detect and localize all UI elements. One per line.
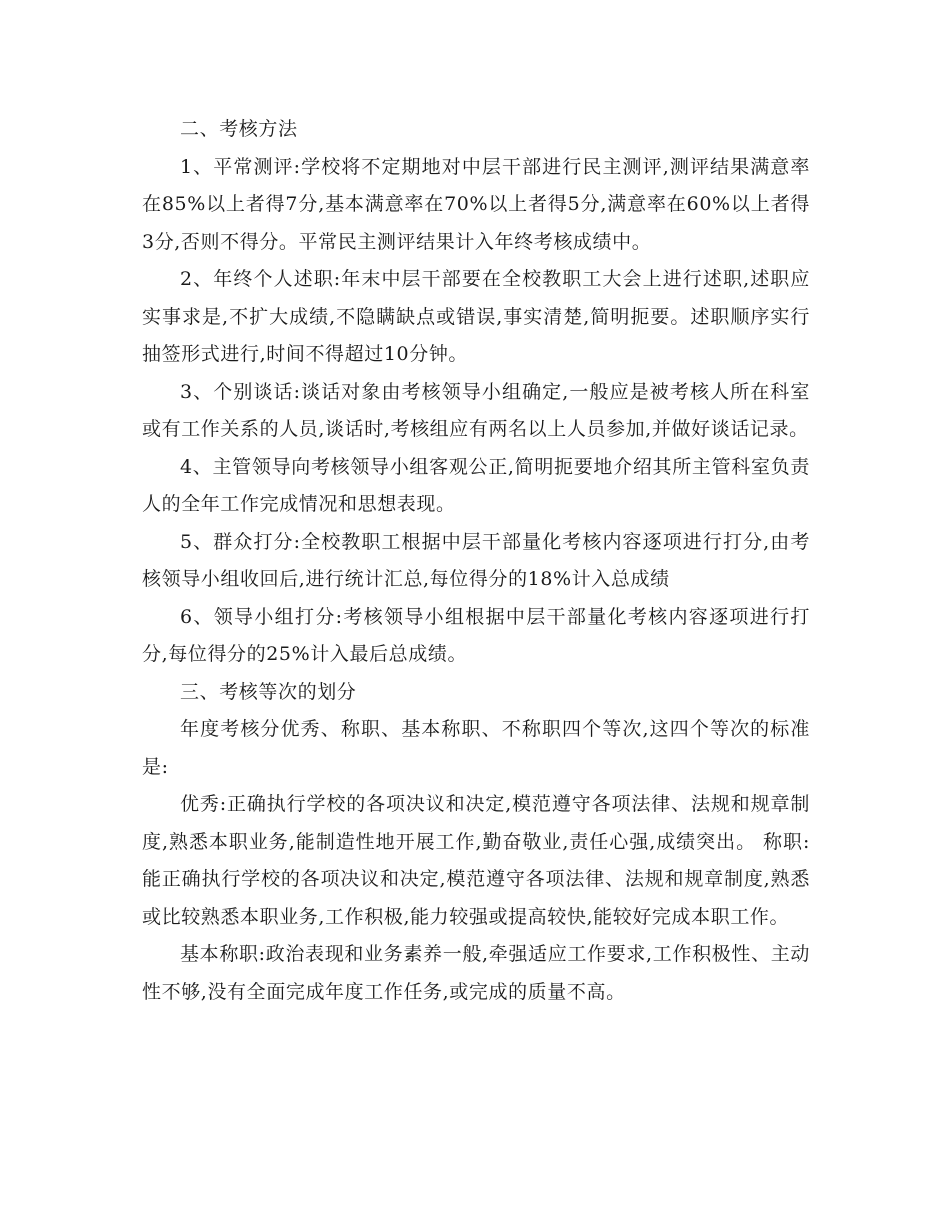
- section-heading-methods: 二、考核方法: [180, 118, 298, 140]
- paragraph-grade-overview: 年度考核分优秀、称职、基本称职、不称职四个等次,这四个等次的标准是:: [142, 718, 810, 778]
- paragraph-supervisor-introduction: 4、主管领导向考核领导小组客观公正,简明扼要地介绍其所主管科室负责人的全年工作完成情况和思想表现。: [142, 455, 810, 515]
- section-heading-grades: 三、考核等次的划分: [180, 680, 357, 703]
- paragraph-leadership-scoring: 6、领导小组打分:考核领导小组根据中层干部量化考核内容逐项进行打分,每位得分的25%计入最后总成绩。: [142, 605, 810, 665]
- paragraph-staff-scoring: 5、群众打分:全校教职工根据中层干部量化考核内容逐项进行打分,由考核领导小组收回后,进行统计汇总,每位得分的18%计入总成绩: [142, 530, 810, 590]
- paragraph-excellent-competent: 优秀:正确执行学校的各项决议和决定,模范遵守各项法律、法规和规章制度,熟悉本职业务,能制造性地开展工作,勤奋敬业,责任心强,成绩突出。 称职:能正确执行学校的各项决议和决定,模范遵守各项法律、法规和规章制度,熟悉或比较熟悉本职业务,工作积极,能力较强或提高较快,能较好完成本职工作。: [142, 793, 810, 928]
- paragraph-year-end-report: 2、年终个人述职:年末中层干部要在全校教职工大会上进行述职,述职应实事求是,不扩大成绩,不隐瞒缺点或错误,事实清楚,简明扼要。述职顺序实行抽签形式进行,时间不得超过10分钟。: [142, 268, 810, 365]
- paragraph-routine-evaluation: 1、平常测评:学校将不定期地对中层干部进行民主测评,测评结果满意率在85%以上者得7分,基本满意率在70%以上者得5分,满意率在60%以上者得3分,否则不得分。平常民主测评结果计入年终考核成绩中。: [142, 155, 810, 253]
- paragraph-individual-talks: 3、个别谈话:谈话对象由考核领导小组确定,一般应是被考核人所在科室或有工作关系的人员,谈话时,考核组应有两名以上人员参加,并做好谈话记录。: [142, 380, 810, 440]
- document-body: [142, 111, 810, 1011]
- paragraph-basically-competent: 基本称职:政治表现和业务素养一般,牵强适应工作要求,工作积极性、主动性不够,没有全面完成年度工作任务,或完成的质量不高。: [142, 943, 810, 1003]
